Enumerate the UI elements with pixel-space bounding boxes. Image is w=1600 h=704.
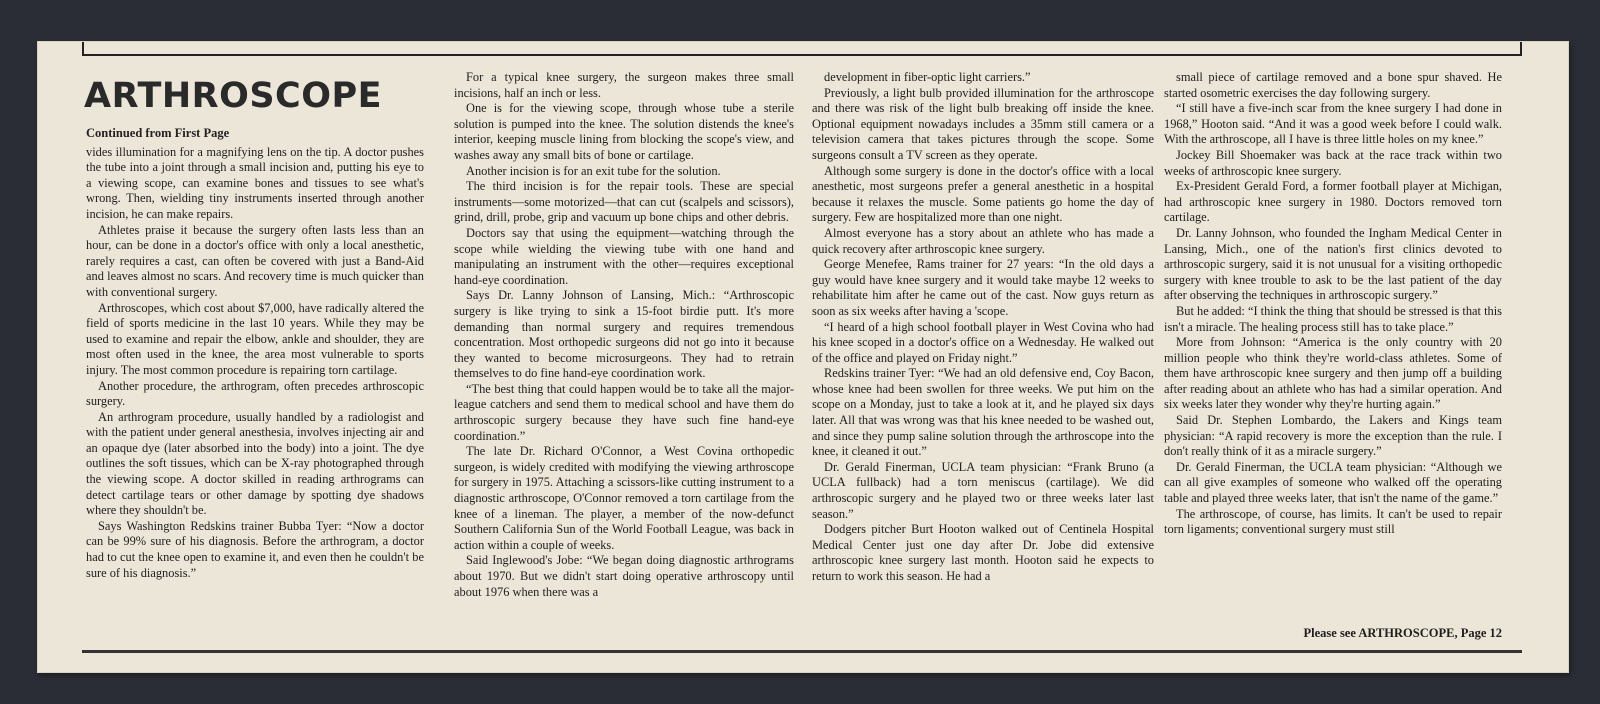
paragraph: Another procedure, the arthrogram, often precedes arthroscopic surgery. (86, 378, 424, 409)
paragraph: Says Dr. Lanny Johnson of Lansing, Mich.: “Arthroscopic surgery is like trying to sink a 15-foot birdie putt. It's more demanding than normal surgery and requires tremendous concentration. Most orthopedic surgeons did not go into it because they wanted to become microsurgeons. They had to retrain themselves to do fine hand-eye coordination work. (454, 288, 794, 381)
bottom-rule (82, 650, 1522, 653)
paragraph: For a typical knee surgery, the surgeon makes three small incisions, half an inch or less. (454, 70, 794, 100)
paragraph: Arthroscopes, which cost about $7,000, have radically altered the field of sports medicine in the last 10 years. While they may be used to examine and repair the elbow, ankle and shoulder, they are most often used in the knee, the area most vulnerable to sports injury. The most common procedure is repairing torn cartilage. (86, 300, 424, 377)
paragraph: But he added: “I think the thing that should be stressed is that this isn't a miracle. The healing process still has to take place.” (1164, 303, 1502, 334)
column-1 (86, 70, 424, 581)
paragraph: Ex-President Gerald Ford, a former football player at Michigan, had arthroscopic knee surgery in 1980. Doctors removed torn cartilage. (1164, 179, 1502, 225)
paragraph: small piece of cartilage removed and a bone spur shaved. He started osometric exercises the day following surgery. (1164, 70, 1502, 100)
paragraph: development in fiber-optic light carriers.” (824, 70, 1031, 84)
top-rule-right-tick (1520, 42, 1522, 56)
jump-line: Please see ARTHROSCOPE, Page 12 (1303, 626, 1502, 640)
paragraph: “I still have a five-inch scar from the knee surgery I had done in 1968,” Hooton said. “And it was a good week before I could walk. With the arthroscope, all I have is three little holes on my knee.” (1164, 101, 1502, 147)
paragraph: More from Johnson: “America is the only country with 20 million people who think they're world-class athletes. Some of them have arthroscopic knee surgery and then jump off a building after reading about an athlete who has had a similar operation. And six weeks later they wonder why they're hurting again.” (1164, 335, 1502, 412)
top-rule (82, 54, 1522, 56)
paragraph: Dr. Gerald Finerman, UCLA team physician: “Frank Bruno (a UCLA fullback) had a torn meniscus (cartilage). We did arthroscopic surgery and he played two or three weeks later last season.” (812, 459, 1154, 521)
paragraph: vides illumination for a magnifying lens on the tip. A doctor pushes the tube into a joint through a small incision and, putting his eye to a viewing scope, can examine bones and tissues to see what's wrong. Then, wielding tiny instruments inserted through another incision, he can make repairs. (86, 144, 424, 221)
paragraph: The arthroscope, of course, has limits. It can't be used to repair torn ligaments; conventional surgery must still (1164, 506, 1502, 537)
headline: ARTHROSCOPE (84, 76, 383, 116)
column-3 (812, 70, 1154, 585)
paragraph: Dr. Gerald Finerman, the UCLA team physician: “Although we can all give examples of someone who walked off the operating table and played three weeks later, that isn't the name of the game.” (1164, 459, 1502, 506)
paragraph: Although some surgery is done in the doctor's office with a local anesthetic, most surgeons prefer a general anesthetic in a hospital because it relaxes the muscle. Some patients go home the day of surgery. Few are hospitalized more than one night. (812, 163, 1154, 225)
paragraph: Said Dr. Stephen Lombardo, the Lakers and Kings team physician: “A rapid recovery is more the exception than the rule. I don't really think of it as a miracle surgery.” (1164, 413, 1502, 459)
paragraph: Athletes praise it because the surgery often lasts less than an hour, can be done in a doctor's office with only a local anesthetic, rarely requires a cast, can often be covered with just a Band-Aid and leaves almost no scars. And recovery time is much quicker than with conventional surgery. (86, 222, 424, 299)
paragraph: Another incision is for an exit tube for the solution. (466, 163, 721, 178)
paragraph: Almost everyone has a story about an athlete who has made a quick recovery after arthroscopic knee surgery. (812, 225, 1154, 256)
paragraph: Dodgers pitcher Burt Hooton walked out of Centinela Hospital Medical Center just one day after Dr. Jobe did extensive arthroscopic knee surgery last month. Hooton said he expects to return to work this season. He had a (812, 522, 1154, 583)
paragraph: “The best thing that could happen would be to take all the major-league catchers and send them to medical school and have them do arthroscopic surgery because they have such fine hand-eye coordination.” (454, 381, 794, 443)
paragraph: Dr. Lanny Johnson, who founded the Ingham Medical Center in Lansing, Mich., one of the nation's first clinics devoted to arthroscopic surgery, said it is not unusual for a visiting orthopedic surgery with knee trouble to ask to be the last patient of the day after observing the techniques in arthroscopic surgery.” (1164, 225, 1502, 303)
paragraph: Previously, a light bulb provided illumination for the arthroscope and there was risk of the light bulb breaking off inside the knee. Optional equipment nowadays includes a 35mm still camera or a television camera that takes pictures through the scope. Some surgeons consult a TV screen as they operate. (812, 85, 1154, 162)
paragraph: George Menefee, Rams trainer for 27 years: “In the old days a guy would have knee surgery and it would take maybe 12 weeks to rehabilitate him after he came out of the cast. Now guys return as soon as six weeks after having a 'scope. (812, 257, 1154, 318)
paragraph: Said Inglewood's Jobe: “We began doing diagnostic arthrograms about 1970. But we didn't start doing operative arthroscopy until about 1976 when there was a (454, 553, 794, 599)
paragraph: Doctors say that using the equipment—watching through the scope while wielding the viewing tube with one hand and manipulating an instrument with the other—requires exceptional hand-eye coordination. (454, 225, 794, 287)
paragraph: “I heard of a high school football player in West Covina who had his knee scoped in a doctor's office on a Wednesday. He walked out of the office and played on Friday night.” (812, 319, 1154, 365)
paragraph: Redskins trainer Tyer: “We had an old defensive end, Coy Bacon, whose knee had been swollen for three weeks. We put him on the scope on a Monday, just to take a look at it, and he played six days later. All that was wrong was that his knee needed to be washed out, and since they pump saline solution through the arthroscope into the knee, it cleaned it out.” (812, 366, 1154, 459)
paragraph: The late Dr. Richard O'Connor, a West Covina orthopedic surgeon, is widely credited with modifying the viewing arthroscope for surgery in 1975. Attaching a scissors-like cutting instrument to a diagnostic arthroscope, O'Connor removed a torn cartilage from the knee of a lineman. The player, a member of the now-defunct Southern California Sun of the World Football League, was back in action within a couple of weeks. (454, 444, 794, 552)
paragraph: Says Washington Redskins trainer Bubba Tyer: “Now a doctor can be 99% sure of his diagnosis. Before the arthrogram, a doctor had to cut the knee open to examine it, and even then he couldn't be sure of his diagnosis.” (86, 518, 424, 580)
paragraph: One is for the viewing scope, through whose tube a sterile solution is pumped into the knee. The solution distends the knee's interior, keeping muscle lining from blocking the scope's view, and washes away any small bits of bone or cartilage. (454, 101, 794, 162)
column-2 (454, 70, 794, 600)
paragraph: Jockey Bill Shoemaker was back at the race track within two weeks of arthroscopic knee surgery. (1164, 147, 1502, 178)
paragraph: The third incision is for the repair tools. These are special instruments—some motorized—that can cut (scalpels and scissors), grind, drill, probe, grip and vacuum up bone chips and other debris. (454, 179, 794, 225)
column-1-body (86, 145, 424, 582)
column-4 (1164, 70, 1502, 538)
continued-line: Continued from First Page (86, 126, 230, 140)
newspaper-clipping (38, 42, 1568, 672)
paragraph: An arthrogram procedure, usually handled by a radiologist and with the patient under general anesthesia, involves injecting air and an opaque dye (later absorbed into the body) into a joint. The dye outlines the soft tissues, which can be X-ray photographed through the viewing scope. A doctor skilled in reading arthrograms can detect cartilage tears or other damage by spotting dye shadows where they shouldn't be. (86, 409, 424, 518)
